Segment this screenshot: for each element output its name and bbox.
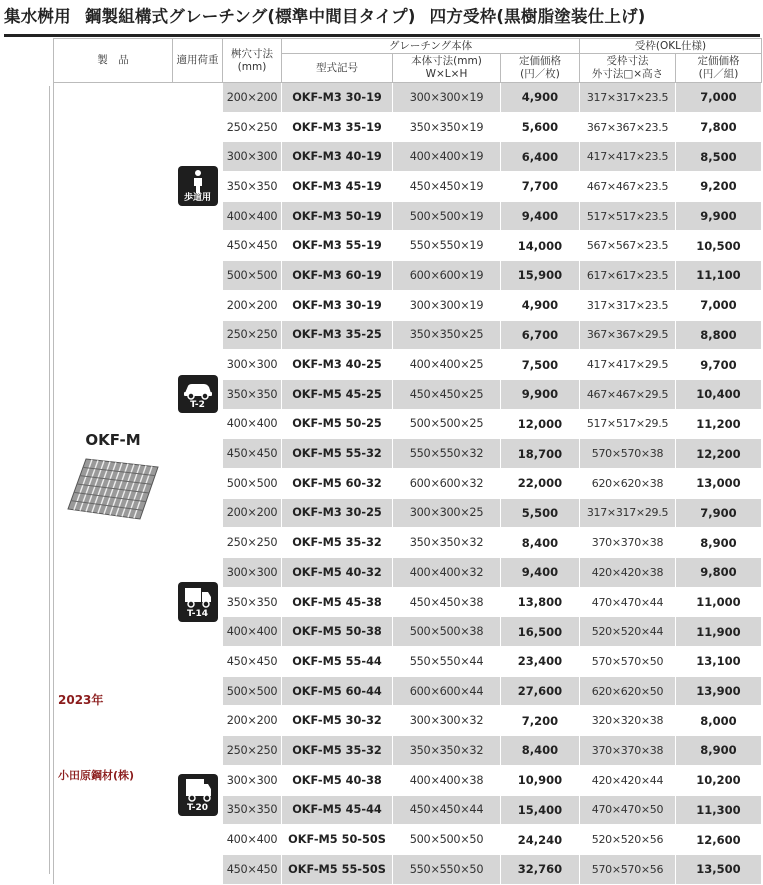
frame-price-cell: 8,000 xyxy=(676,706,762,736)
frame-dim-cell: 370×370×38 xyxy=(580,736,676,766)
header-frame-price xyxy=(676,54,762,83)
pit-size-cell: 500×500 xyxy=(223,676,282,706)
header-dim-sub: W×L×H xyxy=(425,68,468,80)
header-price xyxy=(501,54,580,83)
frame-dim-cell: 620×620×50 xyxy=(580,676,676,706)
frame-price-cell: 8,500 xyxy=(676,142,762,172)
body-price-cell: 15,400 xyxy=(501,795,580,825)
model-cell: OKF-M5 45-38 xyxy=(282,587,393,617)
frame-dim-cell: 570×570×50 xyxy=(580,647,676,677)
frame-dim-cell: 520×520×44 xyxy=(580,617,676,647)
frame-price-cell: 11,300 xyxy=(676,795,762,825)
load-class-cell xyxy=(173,83,223,291)
header-dim-label: 本体寸法(mm) xyxy=(411,55,482,67)
load-badge-label: T-2 xyxy=(190,400,205,411)
frame-dim-cell: 470×470×50 xyxy=(580,795,676,825)
frame-dim-cell: 317×317×29.5 xyxy=(580,498,676,528)
pit-size-cell: 350×350 xyxy=(223,379,282,409)
frame-dim-cell: 420×420×44 xyxy=(580,765,676,795)
load-badge-label: 歩道用 xyxy=(183,193,211,204)
body-price-cell: 15,900 xyxy=(501,261,580,291)
body-dim-cell: 450×450×44 xyxy=(393,795,501,825)
body-dim-cell: 350×350×32 xyxy=(393,528,501,558)
table-row xyxy=(54,83,762,113)
pit-size-cell: 350×350 xyxy=(223,795,282,825)
frame-price-cell: 8,900 xyxy=(676,528,762,558)
product-company: 小田原鋼材(株) xyxy=(58,769,135,782)
frame-price-cell: 10,200 xyxy=(676,765,762,795)
load-class-cell xyxy=(173,498,223,706)
header-frame-price-label: 定価価格 xyxy=(697,55,740,67)
frame-dim-cell: 467×467×23.5 xyxy=(580,172,676,202)
frame-price-cell: 12,600 xyxy=(676,825,762,855)
frame-dim-cell: 367×367×23.5 xyxy=(580,112,676,142)
pit-size-cell: 400×400 xyxy=(223,201,282,231)
product-year: 2023年 xyxy=(58,693,104,707)
frame-price-cell: 10,400 xyxy=(676,379,762,409)
model-cell: OKF-M5 50-50S xyxy=(282,825,393,855)
frame-dim-cell: 417×417×23.5 xyxy=(580,142,676,172)
body-dim-cell: 400×400×25 xyxy=(393,350,501,380)
pit-size-cell: 300×300 xyxy=(223,142,282,172)
model-cell: OKF-M5 35-32 xyxy=(282,528,393,558)
pit-size-cell: 300×300 xyxy=(223,350,282,380)
title-part-3: 四方受枠(黒樹脂塗装仕上げ) xyxy=(429,7,646,26)
body-price-cell: 5,600 xyxy=(501,112,580,142)
load-class-cell xyxy=(173,706,223,884)
body-price-cell: 8,400 xyxy=(501,528,580,558)
frame-dim-cell: 470×470×44 xyxy=(580,587,676,617)
frame-dim-cell: 317×317×23.5 xyxy=(580,83,676,113)
page-title xyxy=(4,2,760,37)
body-dim-cell: 350×350×25 xyxy=(393,320,501,350)
truck-icon xyxy=(178,585,218,609)
body-price-cell: 13,800 xyxy=(501,587,580,617)
body-dim-cell: 600×600×32 xyxy=(393,468,501,498)
body-dim-cell: 500×500×25 xyxy=(393,409,501,439)
pit-size-cell: 250×250 xyxy=(223,320,282,350)
model-cell: OKF-M3 40-25 xyxy=(282,350,393,380)
model-cell: OKF-M5 40-38 xyxy=(282,765,393,795)
frame-dim-cell: 320×320×38 xyxy=(580,706,676,736)
pit-size-cell: 450×450 xyxy=(223,854,282,884)
body-dim-cell: 450×450×19 xyxy=(393,172,501,202)
model-cell: OKF-M3 50-19 xyxy=(282,201,393,231)
body-dim-cell: 300×300×19 xyxy=(393,290,501,320)
header-frame-dim xyxy=(580,54,676,83)
model-cell: OKF-M5 35-32 xyxy=(282,736,393,766)
body-dim-cell: 550×550×32 xyxy=(393,439,501,469)
body-price-cell: 10,900 xyxy=(501,765,580,795)
frame-price-cell: 13,900 xyxy=(676,676,762,706)
body-price-cell: 7,200 xyxy=(501,706,580,736)
body-dim-cell: 350×350×32 xyxy=(393,736,501,766)
load-badge xyxy=(178,166,218,206)
body-price-cell: 27,600 xyxy=(501,676,580,706)
frame-dim-cell: 370×370×38 xyxy=(580,528,676,558)
frame-price-cell: 11,100 xyxy=(676,261,762,291)
body-dim-cell: 600×600×19 xyxy=(393,261,501,291)
pit-size-cell: 300×300 xyxy=(223,558,282,588)
title-part-1: 集水桝用 xyxy=(4,7,71,26)
body-price-cell: 9,400 xyxy=(501,201,580,231)
frame-price-cell: 9,200 xyxy=(676,172,762,202)
body-dim-cell: 400×400×19 xyxy=(393,142,501,172)
model-cell: OKF-M3 35-25 xyxy=(282,320,393,350)
header-load: 適用荷重 xyxy=(173,39,223,83)
table-header xyxy=(54,39,762,83)
frame-dim-cell: 620×620×38 xyxy=(580,468,676,498)
body-dim-cell: 550×550×44 xyxy=(393,647,501,677)
body-dim-cell: 500×500×38 xyxy=(393,617,501,647)
frame-price-cell: 9,900 xyxy=(676,201,762,231)
body-price-cell: 23,400 xyxy=(501,647,580,677)
body-price-cell: 24,240 xyxy=(501,825,580,855)
frame-price-cell: 9,700 xyxy=(676,350,762,380)
frame-price-cell: 11,200 xyxy=(676,409,762,439)
model-cell: OKF-M5 50-25 xyxy=(282,409,393,439)
pit-size-cell: 450×450 xyxy=(223,231,282,261)
model-cell: OKF-M3 30-19 xyxy=(282,290,393,320)
body-dim-cell: 400×400×32 xyxy=(393,558,501,588)
model-cell: OKF-M3 40-19 xyxy=(282,142,393,172)
model-cell: OKF-M5 55-32 xyxy=(282,439,393,469)
model-cell: OKF-M3 60-19 xyxy=(282,261,393,291)
body-price-cell: 14,000 xyxy=(501,231,580,261)
body-dim-cell: 550×550×19 xyxy=(393,231,501,261)
body-dim-cell: 600×600×44 xyxy=(393,676,501,706)
product-name: OKF-M xyxy=(85,431,141,449)
header-pit xyxy=(223,39,282,83)
body-dim-cell: 300×300×25 xyxy=(393,498,501,528)
model-cell: OKF-M3 30-25 xyxy=(282,498,393,528)
title-part-2: 鋼製組構式グレーチング(標準中間目タイプ) xyxy=(84,7,416,26)
car-icon xyxy=(178,378,218,400)
body-price-cell: 6,700 xyxy=(501,320,580,350)
body-price-cell: 5,500 xyxy=(501,498,580,528)
price-table xyxy=(53,38,762,885)
header-price-unit: (円／枚) xyxy=(520,68,560,80)
pit-size-cell: 400×400 xyxy=(223,617,282,647)
body-dim-cell: 400×400×38 xyxy=(393,765,501,795)
frame-price-cell: 11,900 xyxy=(676,617,762,647)
pit-size-cell: 350×350 xyxy=(223,587,282,617)
frame-price-cell: 11,000 xyxy=(676,587,762,617)
model-cell: OKF-M5 30-32 xyxy=(282,706,393,736)
model-cell: OKF-M5 60-44 xyxy=(282,676,393,706)
model-cell: OKF-M5 45-44 xyxy=(282,795,393,825)
pit-size-cell: 500×500 xyxy=(223,468,282,498)
pit-size-cell: 250×250 xyxy=(223,112,282,142)
body-dim-cell: 550×550×50 xyxy=(393,854,501,884)
body-price-cell: 8,400 xyxy=(501,736,580,766)
body-price-cell: 4,900 xyxy=(501,290,580,320)
model-cell: OKF-M3 35-19 xyxy=(282,112,393,142)
header-frame-price-unit: (円／組) xyxy=(698,68,739,80)
pit-size-cell: 350×350 xyxy=(223,172,282,202)
load-class-cell xyxy=(173,290,223,498)
frame-price-cell: 10,500 xyxy=(676,231,762,261)
frame-price-cell: 13,500 xyxy=(676,854,762,884)
body-dim-cell: 450×450×38 xyxy=(393,587,501,617)
load-badge-label: T-14 xyxy=(186,609,209,620)
pit-size-cell: 250×250 xyxy=(223,736,282,766)
product-cell xyxy=(54,83,173,885)
header-pit-unit: (mm) xyxy=(237,60,267,73)
load-badge xyxy=(178,375,218,413)
frame-price-cell: 7,900 xyxy=(676,498,762,528)
body-price-cell: 4,900 xyxy=(501,83,580,113)
load-badge xyxy=(178,582,218,622)
frame-dim-cell: 420×420×38 xyxy=(580,558,676,588)
header-pit-label: 桝穴寸法 xyxy=(231,47,273,60)
pit-size-cell: 200×200 xyxy=(223,83,282,113)
pit-size-cell: 200×200 xyxy=(223,706,282,736)
load-badge-label: T-20 xyxy=(186,803,209,813)
pit-size-cell: 200×200 xyxy=(223,290,282,320)
pit-size-cell: 400×400 xyxy=(223,409,282,439)
grating-image xyxy=(66,457,160,521)
header-frame-dim-sub: 外寸法□×高さ xyxy=(591,68,664,80)
body-dim-cell: 300×300×19 xyxy=(393,83,501,113)
model-cell: OKF-M5 40-32 xyxy=(282,558,393,588)
header-product: 製 品 xyxy=(54,39,173,83)
pit-size-cell: 400×400 xyxy=(223,825,282,855)
model-cell: OKF-M3 55-19 xyxy=(282,231,393,261)
body-price-cell: 6,400 xyxy=(501,142,580,172)
header-frame-dim-label: 受枠寸法 xyxy=(606,55,649,67)
left-divider xyxy=(49,86,50,874)
frame-dim-cell: 467×467×29.5 xyxy=(580,379,676,409)
header-body-group: グレーチング本体 xyxy=(282,39,580,54)
frame-price-cell: 7,000 xyxy=(676,83,762,113)
model-cell: OKF-M5 55-44 xyxy=(282,647,393,677)
body-price-cell: 16,500 xyxy=(501,617,580,647)
pit-size-cell: 300×300 xyxy=(223,765,282,795)
model-cell: OKF-M5 50-38 xyxy=(282,617,393,647)
frame-dim-cell: 567×567×23.5 xyxy=(580,231,676,261)
pedestrian-icon xyxy=(178,169,218,193)
header-model: 型式記号 xyxy=(282,54,393,83)
pit-size-cell: 450×450 xyxy=(223,647,282,677)
body-dim-cell: 500×500×19 xyxy=(393,201,501,231)
body-price-cell: 12,000 xyxy=(501,409,580,439)
body-price-cell: 32,760 xyxy=(501,854,580,884)
body-price-cell: 9,400 xyxy=(501,558,580,588)
body-price-cell: 18,700 xyxy=(501,439,580,469)
body-price-cell: 9,900 xyxy=(501,379,580,409)
body-price-cell: 7,700 xyxy=(501,172,580,202)
frame-dim-cell: 570×570×56 xyxy=(580,854,676,884)
pit-size-cell: 500×500 xyxy=(223,261,282,291)
body-price-cell: 7,500 xyxy=(501,350,580,380)
frame-dim-cell: 517×517×23.5 xyxy=(580,201,676,231)
frame-dim-cell: 367×367×29.5 xyxy=(580,320,676,350)
header-dim xyxy=(393,54,501,83)
model-cell: OKF-M5 45-25 xyxy=(282,379,393,409)
frame-price-cell: 8,800 xyxy=(676,320,762,350)
header-price-label: 定価価格 xyxy=(519,55,561,67)
body-dim-cell: 450×450×25 xyxy=(393,379,501,409)
frame-dim-cell: 570×570×38 xyxy=(580,439,676,469)
body-dim-cell: 300×300×32 xyxy=(393,706,501,736)
body-dim-cell: 350×350×19 xyxy=(393,112,501,142)
model-cell: OKF-M3 30-19 xyxy=(282,83,393,113)
frame-dim-cell: 517×517×29.5 xyxy=(580,409,676,439)
frame-price-cell: 12,200 xyxy=(676,439,762,469)
model-cell: OKF-M5 55-50S xyxy=(282,854,393,884)
frame-price-cell: 7,000 xyxy=(676,290,762,320)
heavy-truck-icon xyxy=(178,777,218,803)
frame-price-cell: 8,900 xyxy=(676,736,762,766)
load-badge xyxy=(178,774,218,816)
frame-dim-cell: 617×617×23.5 xyxy=(580,261,676,291)
body-dim-cell: 500×500×50 xyxy=(393,825,501,855)
header-frame-group: 受枠(OKL仕様) xyxy=(580,39,762,54)
frame-price-cell: 9,800 xyxy=(676,558,762,588)
frame-price-cell: 13,000 xyxy=(676,468,762,498)
frame-dim-cell: 317×317×23.5 xyxy=(580,290,676,320)
pit-size-cell: 450×450 xyxy=(223,439,282,469)
frame-price-cell: 13,100 xyxy=(676,647,762,677)
body-price-cell: 22,000 xyxy=(501,468,580,498)
table-body xyxy=(54,83,762,885)
frame-price-cell: 7,800 xyxy=(676,112,762,142)
model-cell: OKF-M3 45-19 xyxy=(282,172,393,202)
model-cell: OKF-M5 60-32 xyxy=(282,468,393,498)
pit-size-cell: 250×250 xyxy=(223,528,282,558)
pit-size-cell: 200×200 xyxy=(223,498,282,528)
frame-dim-cell: 417×417×29.5 xyxy=(580,350,676,380)
frame-dim-cell: 520×520×56 xyxy=(580,825,676,855)
